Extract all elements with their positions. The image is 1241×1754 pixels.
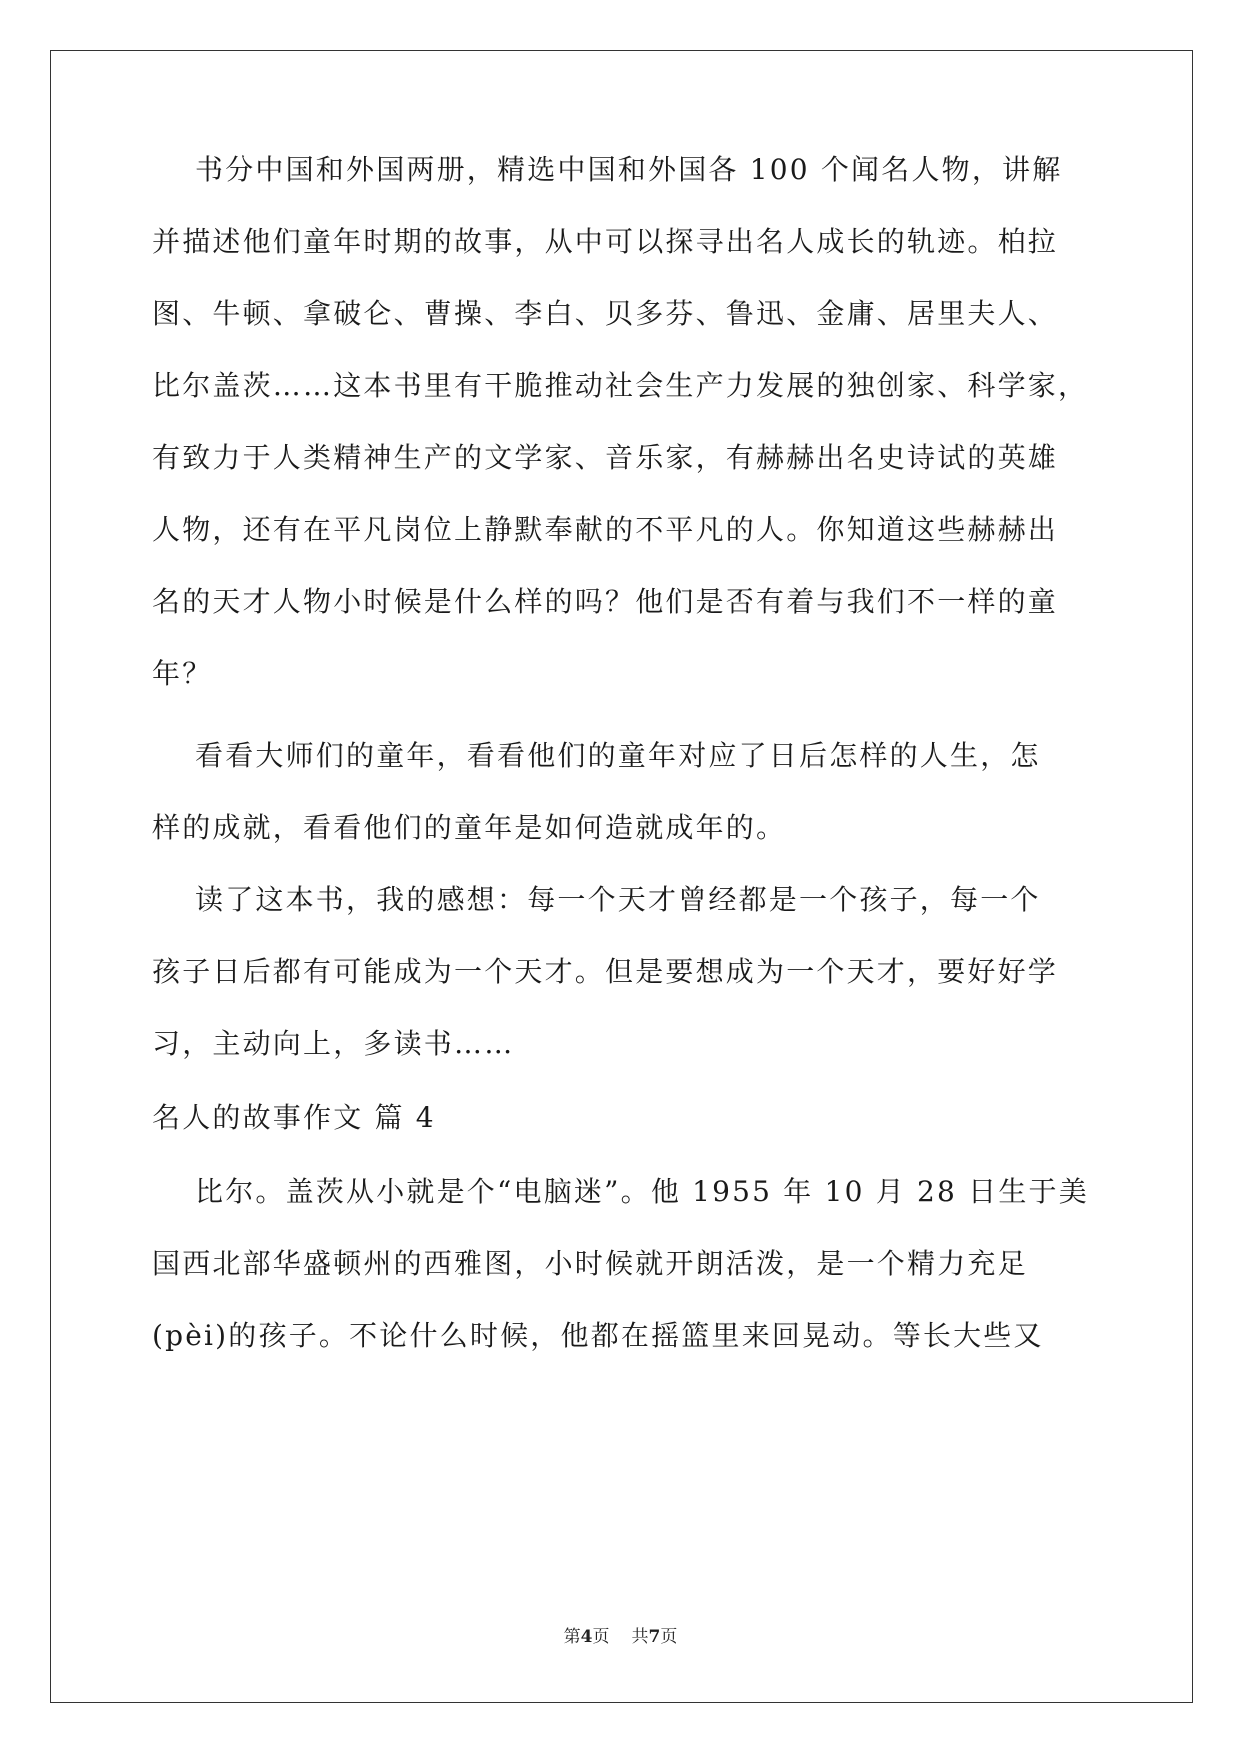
paragraph-2-line-1: 看看大师们的童年，看看他们的童年对应了日后怎样的人生，怎	[195, 739, 1041, 772]
section-heading: 名人的故事作文 篇 4	[152, 1101, 436, 1134]
paragraph-1-line-3: 图、牛顿、拿破仑、曹操、李白、贝多芬、鲁迅、金庸、居里夫人、	[152, 297, 1059, 330]
paragraph-3-line-3: 习，主动向上，多读书……	[152, 1027, 515, 1060]
paragraph-2-line-2: 样的成就，看看他们的童年是如何造就成年的。	[152, 811, 787, 844]
footer-total-pages: 7	[648, 1627, 661, 1647]
footer-page-prefix: 第	[563, 1627, 581, 1647]
footer-total-prefix: 共	[631, 1627, 649, 1647]
paragraph-1-line-6: 人物，还有在平凡岗位上静默奉献的不平凡的人。你知道这些赫赫出	[152, 513, 1059, 546]
paragraph-1-line-7: 名的天才人物小时候是什么样的吗？他们是否有着与我们不一样的童	[152, 585, 1059, 618]
paragraph-1-line-4: 比尔盖茨……这本书里有干脆推动社会生产力发展的独创家、科学家，	[152, 369, 1089, 402]
paragraph-4-line-1: 比尔。盖茨从小就是个“电脑迷”。他 1955 年 10 月 28 日生于美	[195, 1175, 1089, 1208]
paragraph-3-line-1: 读了这本书，我的感想：每一个天才曾经都是一个孩子，每一个	[195, 883, 1041, 916]
paragraph-3-line-2: 孩子日后都有可能成为一个天才。但是要想成为一个天才，要好好学	[152, 955, 1059, 988]
paragraph-4-line-3: (pèi)的孩子。不论什么时候，他都在摇篮里来回晃动。等长大些又	[152, 1319, 1044, 1352]
paragraph-1-line-5: 有致力于人类精神生产的文学家、音乐家，有赫赫出名史诗试的英雄	[152, 441, 1059, 474]
paragraph-4-line-2: 国西北部华盛顿州的西雅图，小时候就开朗活泼，是一个精力充足	[152, 1247, 1028, 1280]
paragraph-1-line-1: 书分中国和外国两册，精选中国和外国各 100 个闻名人物，讲解	[195, 153, 1063, 186]
page-footer	[0, 1625, 1241, 1649]
footer-total-suffix: 页	[660, 1627, 678, 1647]
footer-page-number: 4	[580, 1627, 593, 1647]
paragraph-1-line-8: 年？	[152, 657, 213, 690]
footer-page-suffix: 页	[592, 1627, 610, 1647]
paragraph-1-line-2: 并描述他们童年时期的故事，从中可以探寻出名人成长的轨迹。柏拉	[152, 225, 1059, 258]
